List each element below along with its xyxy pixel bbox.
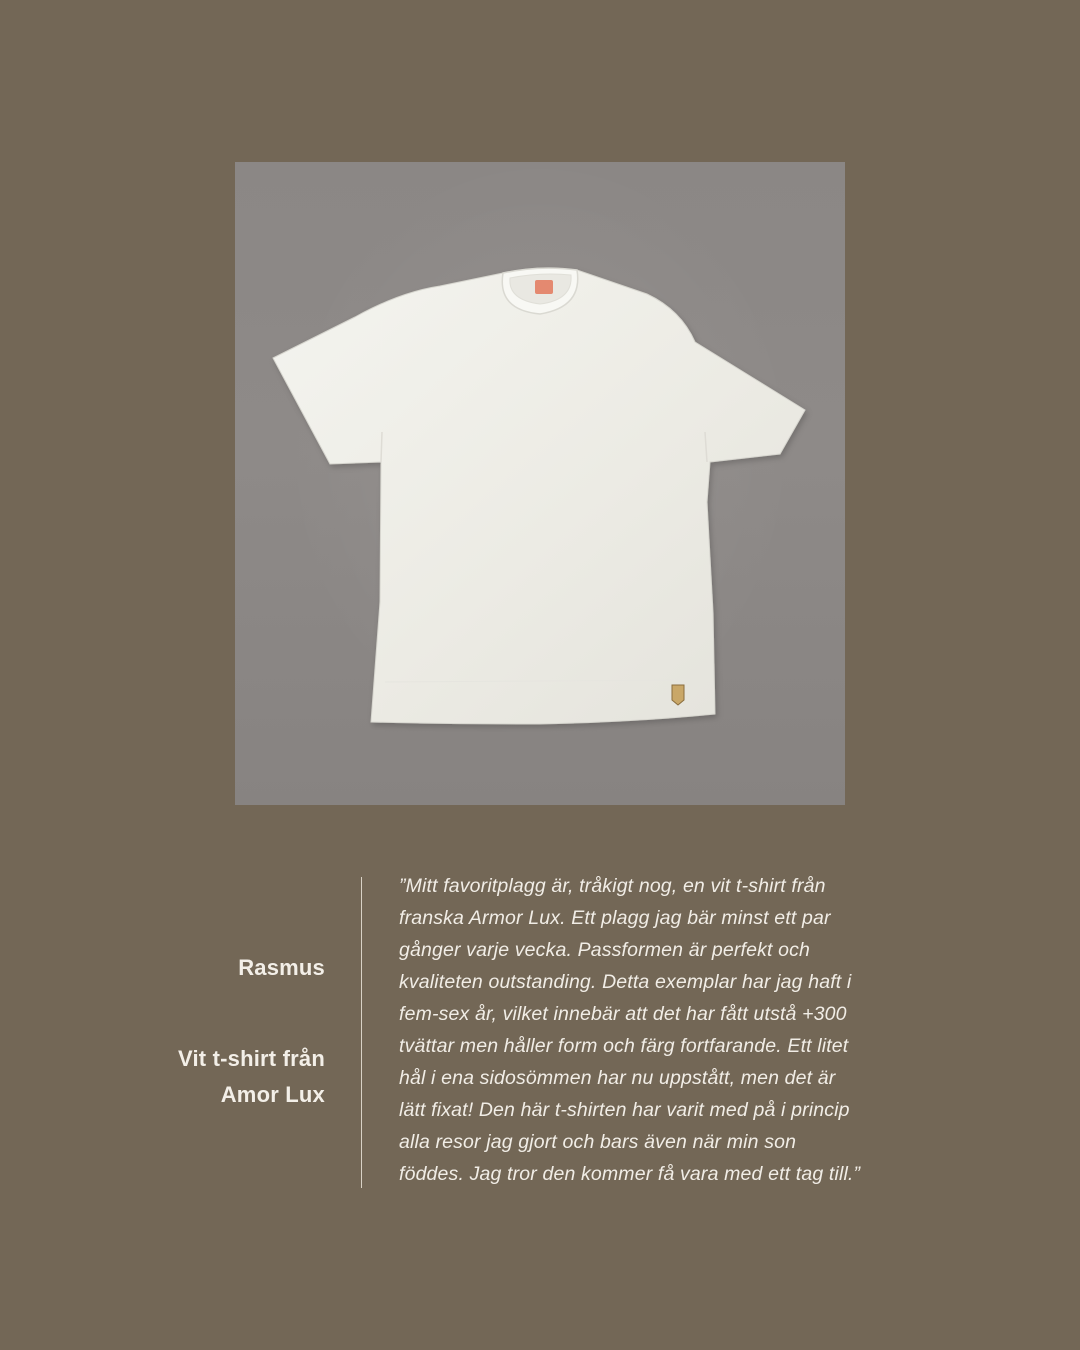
t-shirt-illustration <box>235 162 845 805</box>
product-photo <box>235 162 845 805</box>
quote-line: gånger varje vecka. Passformen är perfekt och <box>399 939 811 961</box>
quote-line: lätt fixat! Den här t-shirten har varit med på i princip <box>399 1099 850 1121</box>
quote-line: hål i ena sidosömmen har nu uppstått, men det är <box>399 1067 836 1089</box>
person-name: Rasmus <box>238 955 325 980</box>
item-title-line: Vit t-shirt från <box>177 1046 325 1071</box>
vertical-divider <box>361 877 362 1188</box>
quote-line: fem-sex år, vilket innebär att det har fått utstå +300 <box>399 1003 847 1025</box>
quote-line: ”Mitt favoritplagg är, tråkigt nog, en vit t-shirt från <box>399 875 826 897</box>
quote-line: föddes. Jag tror den kommer få vara med ett tag till.” <box>399 1163 861 1185</box>
item-title <box>120 1041 325 1113</box>
quote-line: kvaliteten outstanding. Detta exemplar har jag haft i <box>399 971 852 993</box>
quote-line: franska Armor Lux. Ett plagg jag bär minst ett par <box>399 907 831 929</box>
item-title-line: Amor Lux <box>220 1082 325 1107</box>
quote-line: tvättar men håller form och färg fortfarande. Ett litet <box>399 1035 849 1057</box>
quote-line: alla resor jag gjort och bars även när min son <box>399 1131 797 1153</box>
testimonial-quote <box>399 870 959 1190</box>
